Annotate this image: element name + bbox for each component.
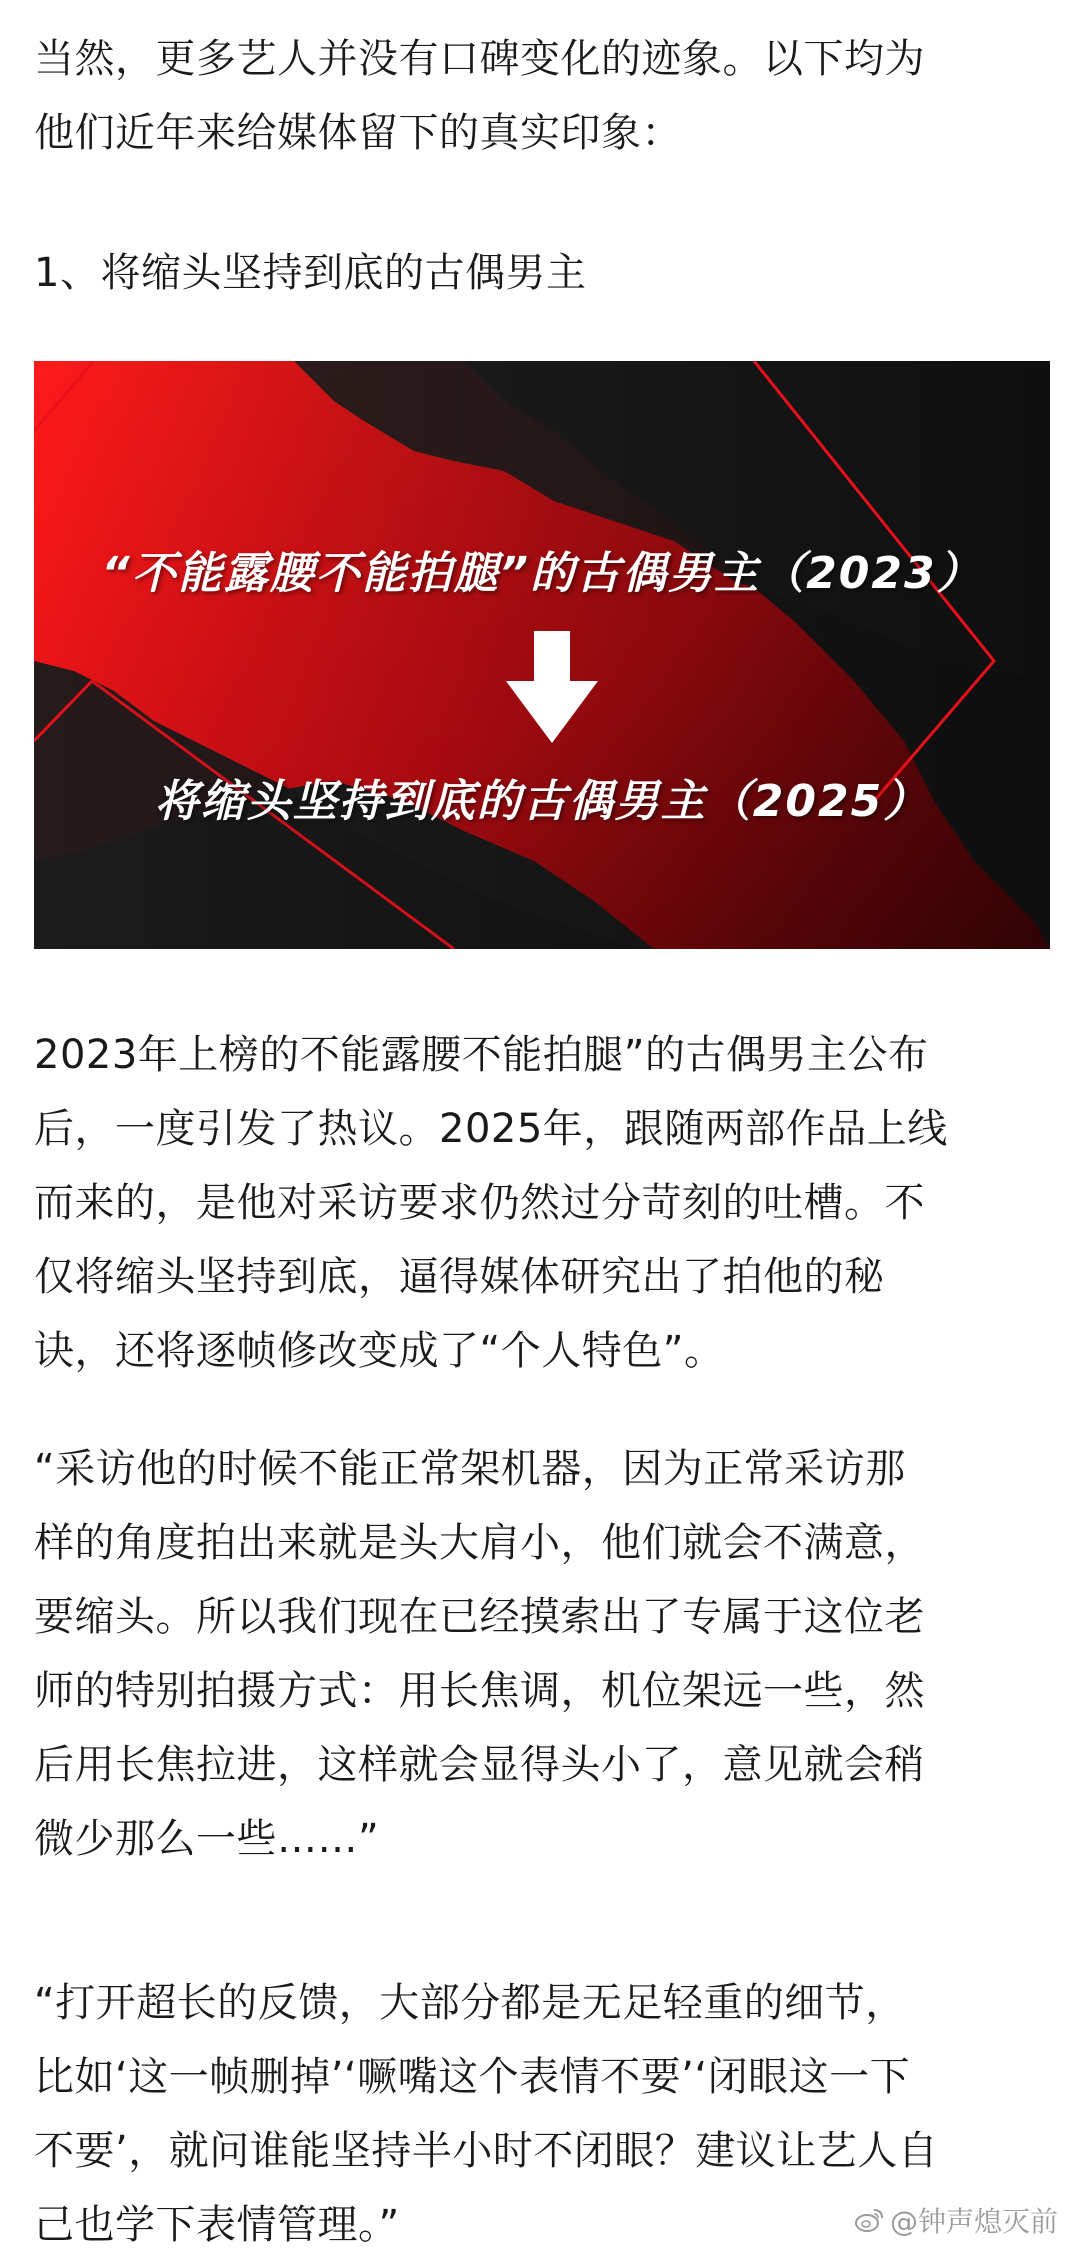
watermark: [854, 2204, 1058, 2236]
text-line: 他们近年来给媒体留下的真实印象：: [34, 110, 682, 156]
heading-text: 1、将缩头坚持到底的古偶男主: [34, 250, 587, 296]
down-arrow-icon: [506, 631, 598, 743]
quote-paragraph-1: [34, 1432, 1044, 1876]
text-line: 2023年上榜的不能露腰不能拍腿”的古偶男主公布: [34, 1032, 929, 1078]
text-line: 比如‘这一帧删掉’‘噘嘴这个表情不要’‘闭眼这一下: [34, 2054, 911, 2100]
text-line: 己也学下表情管理。”: [34, 2202, 400, 2248]
text-line: 而来的，是他对采访要求仍然过分苛刻的吐槽。不: [34, 1180, 925, 1226]
weibo-logo-icon: [854, 2206, 884, 2234]
text-line: “打开超长的反馈，大部分都是无足轻重的细节，: [34, 1980, 906, 2026]
body-paragraph: [34, 1018, 1044, 1388]
banner-title-2025: 将缩头坚持到底的古偶男主（2025）: [154, 776, 930, 827]
intro-paragraph: [34, 22, 1044, 170]
text-line: 后，一度引发了热议。2025年，跟随两部作品上线: [34, 1106, 948, 1152]
text-line: 要缩头。所以我们现在已经摸索出了专属于这位老: [34, 1594, 925, 1640]
text-line: 师的特别拍摄方式：用长焦调，机位架远一些，然: [34, 1668, 925, 1714]
text-line: 微少那么一些……”: [34, 1816, 380, 1862]
banner-image: [34, 361, 1050, 949]
watermark-text: @钟声熄灭前: [889, 2205, 1058, 2238]
text-line: 诀，还将逐帧修改变成了“个人特色”。: [34, 1328, 725, 1374]
text-line: 不要’，就问谁能坚持半小时不闭眼？建议让艺人自: [34, 2128, 939, 2174]
text-line: 当然，更多艺人并没有口碑变化的迹象。以下均为: [34, 36, 925, 82]
text-line: “采访他的时候不能正常架机器，因为正常采访那: [34, 1446, 906, 1492]
banner-title-2023: “不能露腰不能拍腿”的古偶男主（2023）: [101, 548, 983, 599]
text-line: 仅将缩头坚持到底，逼得媒体研究出了拍他的秘: [34, 1254, 885, 1300]
text-line: 样的角度拍出来就是头大肩小，他们就会不满意，: [34, 1520, 925, 1566]
section-heading: [34, 236, 1044, 310]
text-line: 后用长焦拉进，这样就会显得头小了，意见就会稍: [34, 1742, 925, 1788]
